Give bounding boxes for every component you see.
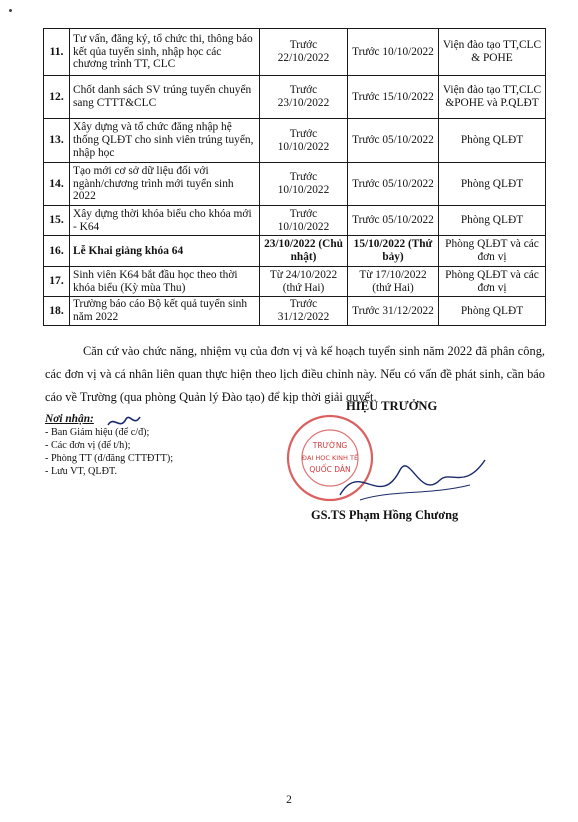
table-row	[44, 236, 546, 267]
responsible-unit: Viện đào tạo TT,CLC & POHE	[439, 29, 546, 76]
recipients-block	[45, 413, 325, 478]
row-number: 17.	[44, 267, 70, 297]
task-text: Trường báo cáo Bộ kết quả tuyển sinh năm 2022	[70, 297, 260, 326]
start-date: Trước 05/10/2022	[348, 206, 439, 236]
start-date: Trước 05/10/2022	[348, 119, 439, 163]
start-date: Trước 05/10/2022	[348, 163, 439, 206]
responsible-unit: Phòng QLĐT	[439, 163, 546, 206]
deadline-date: Trước 10/10/2022	[260, 206, 348, 236]
start-date: Trước 15/10/2022	[348, 76, 439, 119]
deadline-date: Trước 31/12/2022	[260, 297, 348, 326]
row-number: 15.	[44, 206, 70, 236]
table-row	[44, 206, 546, 236]
signer-name: GS.TS Phạm Hồng Chương	[311, 508, 459, 522]
recipient-item: - Ban Giám hiệu (để c/đ);	[45, 427, 150, 438]
initial-mark	[104, 411, 144, 433]
task-text: Tư vấn, đăng ký, tổ chức thi, thông báo kết qủa tuyển sinh, nhập học các chương trình TT, CLC	[70, 29, 260, 76]
table-row	[44, 267, 546, 297]
task-text: Sinh viên K64 bắt đầu học theo thời khóa biểu (Kỳ mùa Thu)	[70, 267, 260, 297]
table-row	[44, 29, 546, 76]
row-number: 18.	[44, 297, 70, 326]
recipient-item: - Các đơn vị (để t/h);	[45, 440, 131, 451]
deadline-date: Trước 23/10/2022	[260, 76, 348, 119]
row-number: 12.	[44, 76, 70, 119]
table-row	[44, 76, 546, 119]
row-number: 16.	[44, 236, 70, 267]
deadline-date: Trước 22/10/2022	[260, 29, 348, 76]
task-text: Tạo mới cơ sở dữ liệu đối với ngành/chương trình mới tuyển sinh 2022	[70, 163, 260, 206]
closing-paragraph: Căn cứ vào chức năng, nhiệm vụ của đơn vị và kế hoạch tuyển sinh năm 2022 đã phân công, các đơn vị và cá nhân liên quan thực hiện theo lịch điều chỉnh này. Nếu có vấn đề phát sinh, cần báo cáo về Trường (qua phòng Quản lý Đào tạo) để kịp thời giải quyết.	[45, 344, 545, 404]
deadline-date: Từ 24/10/2022 (thứ Hai)	[260, 267, 348, 297]
seal-line: QUỐC DÂN	[309, 465, 351, 474]
recipient-item: - Lưu VT, QLĐT.	[45, 466, 118, 477]
responsible-unit: Phòng QLĐT và các đơn vị	[439, 267, 546, 297]
recipient-item: - Phòng TT (đ/đăng CTTĐTT);	[45, 453, 174, 464]
task-text: Xây dựng thời khóa biểu cho khóa mới - K64	[70, 206, 260, 236]
table-row	[44, 119, 546, 163]
responsible-unit: Phòng QLĐT và các đơn vị	[439, 236, 546, 267]
responsible-unit: Viện đào tạo TT,CLC &POHE và P.QLĐT	[439, 76, 546, 119]
schedule-table	[43, 28, 546, 326]
deadline-date: Trước 10/10/2022	[260, 163, 348, 206]
task-text: Chốt danh sách SV trúng tuyển chuyển sang CTTT&CLC	[70, 76, 260, 119]
stray-mark	[9, 9, 12, 12]
start-date: Từ 17/10/2022 (thứ Hai)	[348, 267, 439, 297]
seal-line: ĐẠI HỌC KINH TẾ	[301, 454, 359, 462]
responsible-unit: Phòng QLĐT	[439, 206, 546, 236]
recipients-title: Nơi nhận:	[45, 413, 94, 425]
signer-title: HIỆU TRƯỞNG	[346, 399, 438, 413]
start-date: Trước 31/12/2022	[348, 297, 439, 326]
row-number: 11.	[44, 29, 70, 76]
page-number: 2	[286, 794, 292, 806]
table-row	[44, 297, 546, 326]
deadline-date: 23/10/2022 (Chủ nhật)	[260, 236, 348, 267]
table-row	[44, 163, 546, 206]
deadline-date: Trước 10/10/2022	[260, 119, 348, 163]
responsible-unit: Phòng QLĐT	[439, 297, 546, 326]
row-number: 14.	[44, 163, 70, 206]
responsible-unit: Phòng QLĐT	[439, 119, 546, 163]
row-number: 13.	[44, 119, 70, 163]
task-text: Xây dựng và tổ chức đăng nhập hệ thống QLĐT cho sinh viên trúng tuyển, nhập học	[70, 119, 260, 163]
task-text: Lễ Khai giảng khóa 64	[70, 236, 260, 267]
seal-line: TRƯỜNG	[312, 441, 348, 450]
start-date: 15/10/2022 (Thứ bảy)	[348, 236, 439, 267]
start-date: Trước 10/10/2022	[348, 29, 439, 76]
